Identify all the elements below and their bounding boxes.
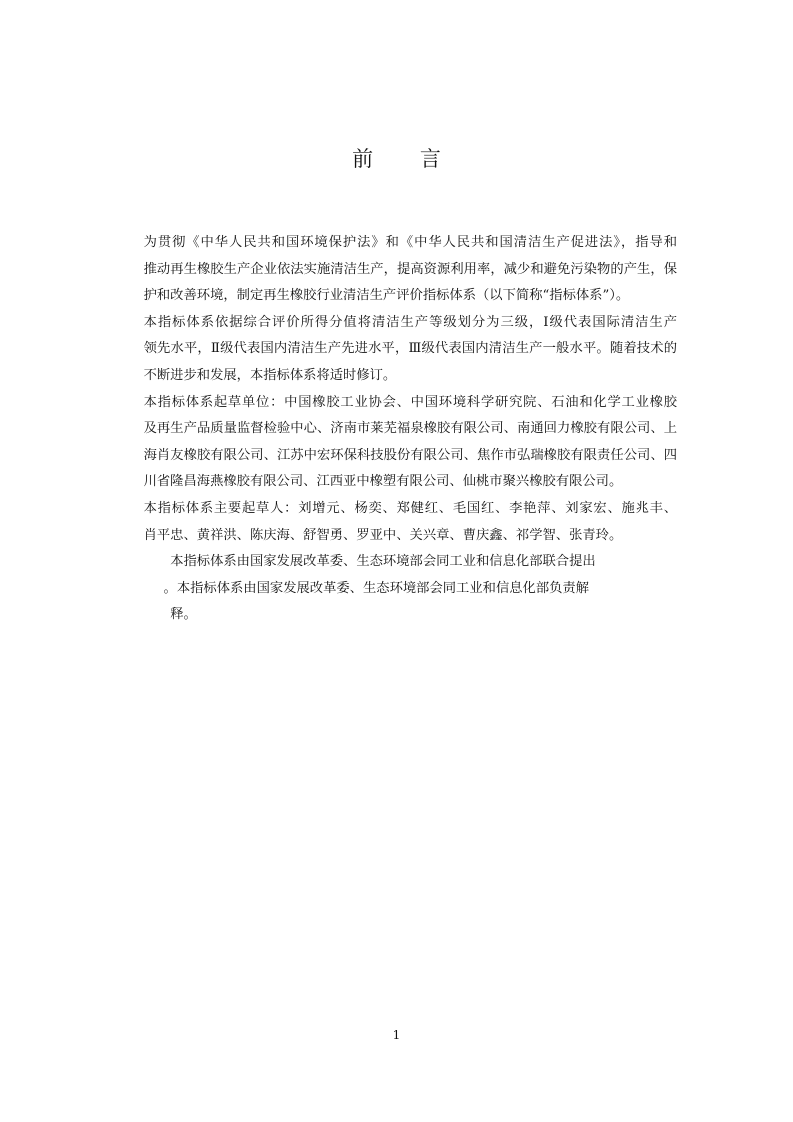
page-number: 1 (392, 1028, 401, 1042)
text-line: 本指标体系起草单位：中国橡胶工业协会、中国环境科学研究院、石油和化学工业橡胶 (143, 394, 677, 410)
paragraph-proposal (117, 549, 677, 629)
paragraph-purpose (117, 230, 677, 310)
text-line: 本指标体系依据综合评价所得分值将清洁生产等级划分为三级，Ⅰ级代表国际清洁生产 (143, 314, 677, 330)
text-line: 川省隆昌海燕橡胶有限公司、江西亚中橡塑有限公司、仙桃市聚兴橡胶有限公司。 (143, 474, 623, 490)
page-title: 前 言 (352, 147, 461, 171)
text-line: 及再生产品质量监督检验中心、济南市莱芜福泉橡胶有限公司、南通回力橡胶有限公司、上 (143, 421, 677, 437)
text-line: 领先水平，Ⅱ级代表国内清洁生产先进水平，Ⅲ级代表国内清洁生产一般水平。随着技术的 (143, 341, 677, 357)
text-line: 推动再生橡胶生产企业依法实施清洁生产，提高资源利用率，减少和避免污染物的产生，保 (143, 261, 677, 277)
text-line: 海肖友橡胶有限公司、江苏中宏环保科技股份有限公司、焦作市弘瑞橡胶有限责任公司、四 (143, 447, 677, 463)
text-line: 本指标体系主要起草人：刘增元、杨奕、郑健红、毛国红、李艳萍、刘家宏、施兆丰、 (143, 500, 677, 516)
text-line: 为贯彻《中华人民共和国环境保护法》和《中华人民共和国清洁生产促进法》，指导和 (143, 235, 677, 250)
body-text (117, 230, 677, 629)
text-line: 本指标体系由国家发展改革委、生态环境部会同工业和信息化部联合提出 (170, 554, 596, 570)
text-line: 肖平忠、黄祥洪、陈庆海、舒智勇、罗亚中、关兴章、曹庆鑫、祁学智、张青玲。 (143, 527, 623, 543)
paragraph-grading (117, 310, 677, 390)
paragraph-drafting-units (117, 390, 677, 496)
text-line: 。本指标体系由国家发展改革委、生态环境部会同工业和信息化部负责解 (163, 580, 590, 596)
paragraph-drafters (117, 496, 677, 549)
text-line: 护和改善环境，制定再生橡胶行业清洁生产评价指标体系（以下简称“指标体系”）。 (143, 288, 630, 304)
text-line: 不断进步和发展，本指标体系将适时修订。 (143, 367, 397, 383)
text-line: 释。 (170, 607, 197, 623)
